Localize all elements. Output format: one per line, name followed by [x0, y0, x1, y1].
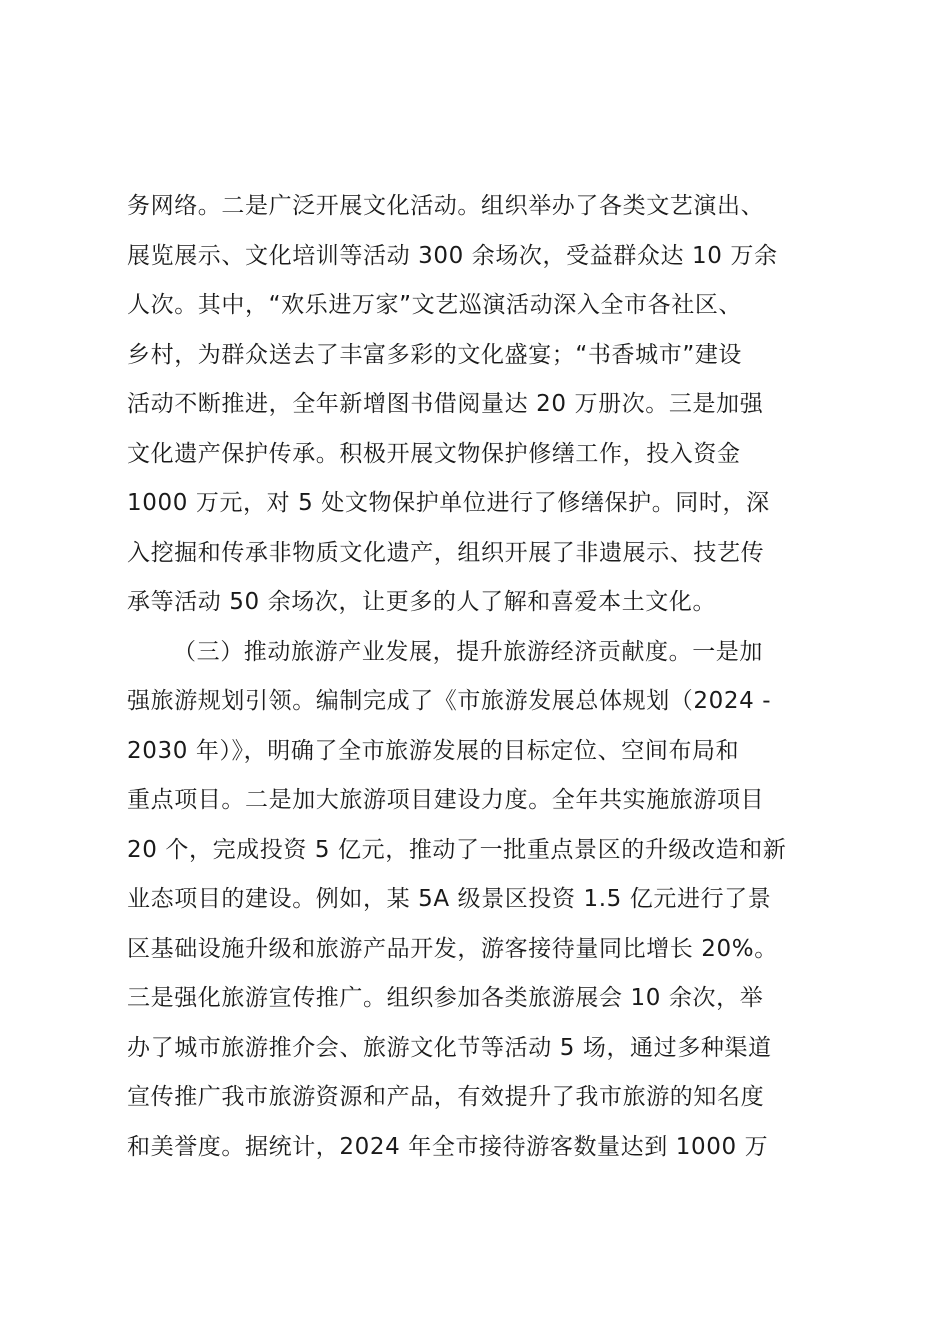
- text-line: 办了城市旅游推介会、旅游文化节等活动 5 场，通过多种渠道: [127, 1034, 772, 1061]
- section-heading-line: （三）推动旅游产业发展，提升旅游经济贡献度。一是加: [173, 638, 763, 665]
- text-line: 入挖掘和传承非物质文化遗产，组织开展了非遗展示、技艺传: [127, 539, 765, 566]
- text-line: 20 个，完成投资 5 亿元，推动了一批重点景区的升级改造和新: [127, 836, 787, 863]
- text-line: 和美誉度。据统计，2024 年全市接待游客数量达到 1000 万: [127, 1133, 769, 1160]
- text-line: 强旅游规划引领。编制完成了《市旅游发展总体规划（2024 -: [127, 688, 772, 714]
- text-line: 承等活动 50 余场次，让更多的人了解和喜爱本土文化。: [127, 589, 717, 615]
- text-line: 展览展示、文化培训等活动 300 余场次，受益群众达 10 万余: [127, 242, 778, 269]
- text-line: 乡村，为群众送去了丰富多彩的文化盛宴；“书香城市”建设: [127, 341, 743, 368]
- text-line: 宣传推广我市旅游资源和产品，有效提升了我市旅游的知名度: [127, 1084, 765, 1110]
- text-line: 2030 年）》，明确了全市旅游发展的目标定位、空间布局和: [127, 737, 740, 764]
- text-line: 区基础设施升级和旅游产品开发，游客接待量同比增长 20%。: [127, 935, 778, 962]
- text-line: 重点项目。二是加大旅游项目建设力度。全年共实施旅游项目: [127, 787, 765, 813]
- text-line: 务网络。二是广泛开展文化活动。组织举办了各类文艺演出、: [127, 193, 765, 219]
- text-line: 人次。其中，“欢乐进万家”文艺巡演活动深入全市各社区、: [127, 292, 743, 318]
- text-line: 活动不断推进，全年新增图书借阅量达 20 万册次。三是加强: [127, 391, 764, 417]
- text-line: 业态项目的建设。例如，某 5A 级景区投资 1.5 亿元进行了景: [127, 886, 772, 912]
- text-line: 1000 万元，对 5 处文物保护单位进行了修缮保护。同时，深: [127, 490, 770, 516]
- text-line: 三是强化旅游宣传推广。组织参加各类旅游展会 10 余次，举: [127, 985, 764, 1011]
- text-line: 文化遗产保护传承。积极开展文物保护修缮工作，投入资金: [127, 440, 741, 467]
- document-body: [127, 182, 833, 1172]
